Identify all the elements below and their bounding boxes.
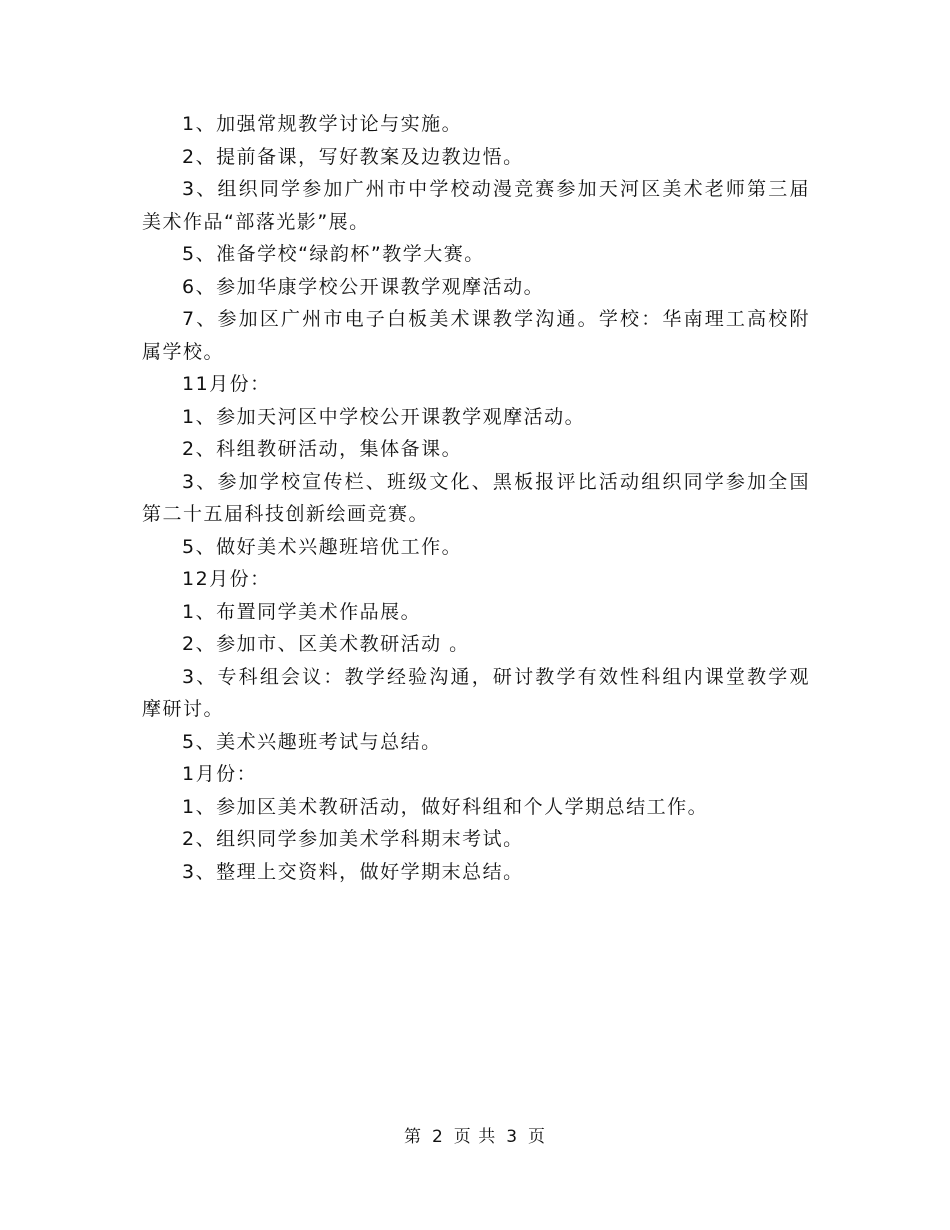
paragraph-5: 6、参加华康学校公开课教学观摩活动。: [182, 275, 545, 298]
footer-prefix: 第: [403, 1127, 422, 1147]
paragraph-2: 2、提前备课，写好教案及边教边悟。: [182, 145, 524, 168]
footer-middle: 页 共: [453, 1127, 497, 1147]
paragraph-9: 2、科组教研活动，集体备课。: [182, 438, 463, 460]
month-heading-november: 11月份：: [182, 373, 271, 395]
paragraph-14: 2、参加市、区美术教研活动 。: [182, 633, 470, 655]
paragraph-15: 3、专科组会议：教学经验沟通，研讨教学有效性科组内课堂教学观摩研讨。: [142, 665, 810, 720]
paragraph-13: 1、布置同学美术作品展。: [182, 600, 422, 623]
month-heading-january: 1月份：: [182, 763, 258, 785]
paragraph-8: 1、参加天河区中学校公开课教学观摩活动。: [182, 405, 586, 428]
paragraph-11: 5、做好美术兴趣班培优工作。: [182, 535, 463, 558]
paragraph-3: 3、组织同学参加广州市中学校动漫竞赛参加天河区美术老师第三届美术作品“部落光影”展。: [142, 178, 810, 233]
paragraph-16: 5、美术兴趣班考试与总结。: [182, 730, 442, 753]
footer-suffix: 页: [528, 1127, 547, 1147]
month-heading-december: 12月份：: [182, 568, 271, 590]
footer-total-pages: 3: [506, 1127, 519, 1147]
footer-page-number: 2: [431, 1127, 444, 1147]
paragraph-4: 5、准备学校“绿韵杯”教学大赛。: [182, 243, 485, 265]
paragraph-19: 2、组织同学参加美术学科期末考试。: [182, 828, 524, 850]
paragraph-18: 1、参加区美术教研活动，做好科组和个人学期总结工作。: [182, 795, 709, 818]
document-body: [142, 108, 810, 888]
paragraph-10: 3、参加学校宣传栏、班级文化、黑板报评比活动组织同学参加全国第二十五届科技创新绘画竞赛。: [142, 470, 810, 525]
paragraph-6: 7、参加区广州市电子白板美术课教学沟通。学校：华南理工高校附属学校。: [142, 308, 810, 363]
page-footer: [0, 1126, 950, 1148]
paragraph-20: 3、整理上交资料，做好学期末总结。: [182, 860, 524, 883]
paragraph-1: 1、加强常规教学讨论与实施。: [182, 113, 463, 135]
